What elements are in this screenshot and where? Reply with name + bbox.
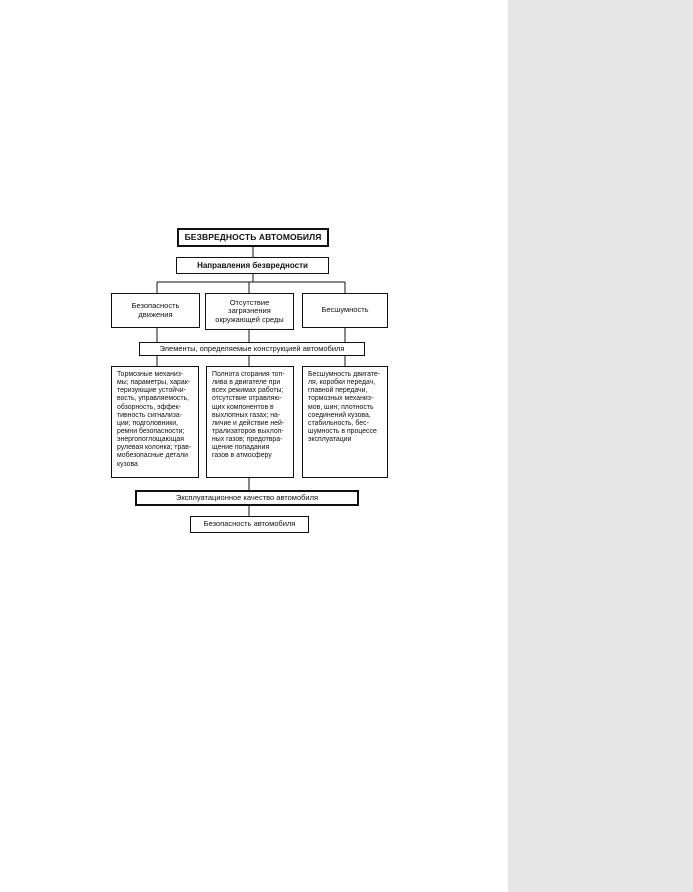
detail-box-noiselessness	[302, 366, 388, 478]
design-elements-box: Элементы, определяемые конструкцией автомобиля	[139, 342, 365, 356]
vehicle-safety-box: Безопасность автомобиля	[190, 516, 309, 533]
operational-quality-box: Эксплуатационное качество автомобиля	[135, 490, 359, 506]
directions-box: Направления безвредности	[176, 257, 329, 274]
category-box-no-pollution: Отсутствие загрязнения окружающей среды	[205, 293, 294, 330]
category-box-noiselessness: Бесшумность	[302, 293, 388, 328]
detail-text-traffic-safety: Тормозные механиз- мы; параметры, харак- теризующие устойчи- вость, управляемость, обзорность, эффек- тивность сигнализа- ции; подголовники, ремни безопасности; энергопоглощающая рулевая колонка; трав- мобезопасные детали кузова	[117, 371, 192, 468]
detail-box-no-pollution	[206, 366, 294, 478]
detail-text-noiselessness: Бесшумность двигате- ля, коробки передач, главной передачи, тормозных механиз- мов, шин; плотность соединений кузова, стабильность, бес- шумность в процессе эксплуатации	[308, 371, 380, 444]
category-box-traffic-safety: Безопасность движения	[111, 293, 200, 328]
detail-box-traffic-safety	[111, 366, 199, 478]
detail-text-no-pollution: Полнота сгорания топ- лива в двигателе при всех режимах работы; отсутствие отравляю- щих компонентов в выхлопных газах; на- личие и действие ней- трализаторов выхлоп- ных газов; предотвра- щение попадания газов в атмосферу	[212, 371, 285, 460]
diagram-title-box: БЕЗВРЕДНОСТЬ АВТОМОБИЛЯ	[177, 228, 329, 247]
